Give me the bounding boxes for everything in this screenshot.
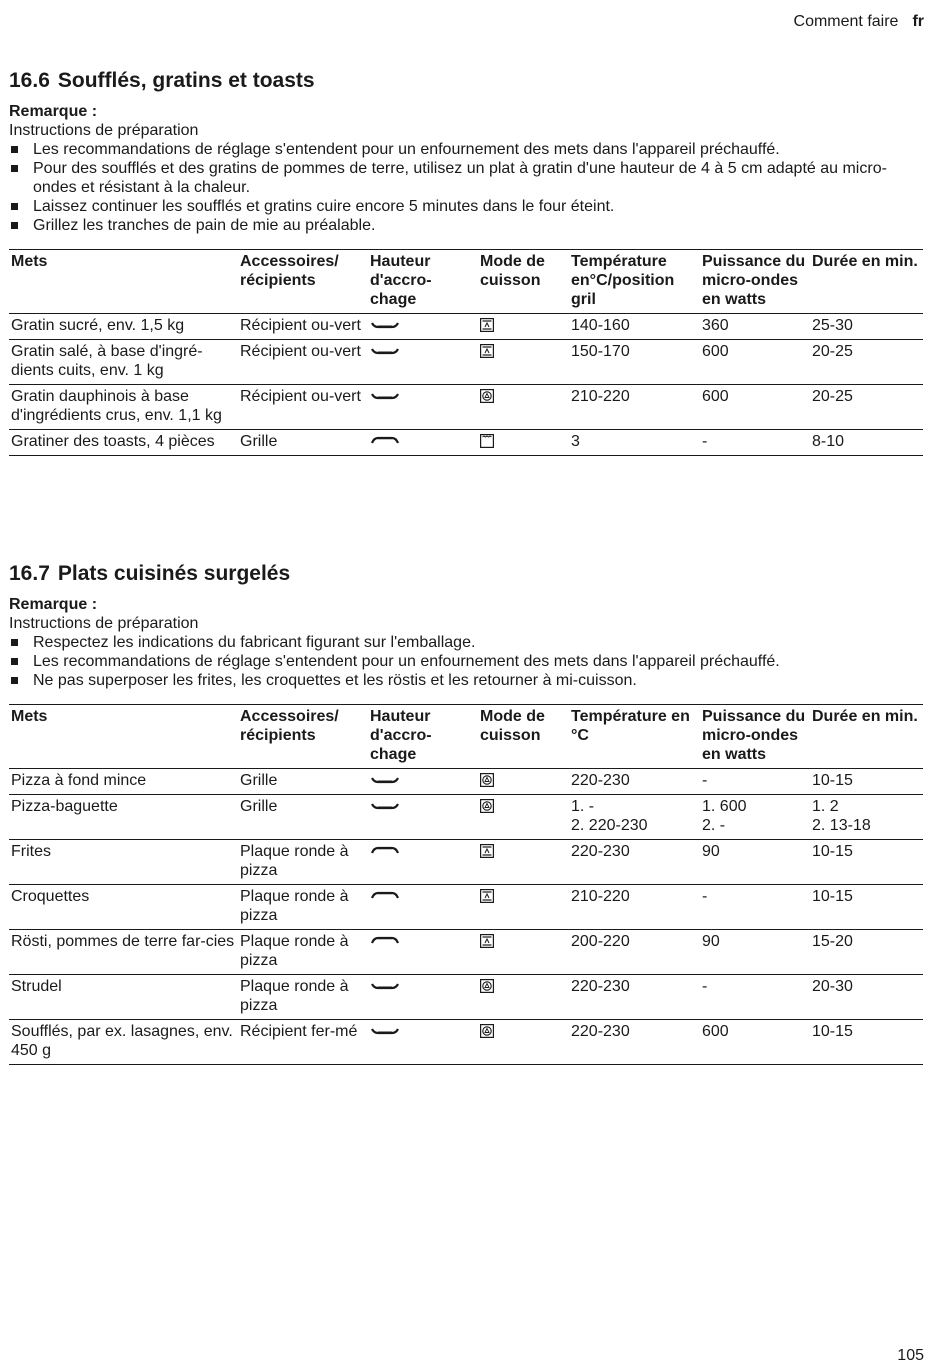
cell-power: 90 [700, 840, 810, 885]
cell-time: 8-10 [810, 430, 923, 456]
section-title-text: Plats cuisinés surgelés [57, 562, 291, 585]
section-number: 16.6 [9, 69, 50, 92]
cell-mets: Gratin dauphinois à base d'ingrédients crus, env. 1,1 kg [9, 385, 238, 430]
cell-accessories: Plaque ronde à pizza [238, 975, 368, 1020]
table-row [9, 430, 923, 456]
cell-mode [478, 795, 569, 840]
hot-air-icon [480, 978, 494, 995]
cell-temperature: 220-230 [569, 1020, 700, 1065]
header-section: Comment faire [793, 13, 899, 30]
cell-level [368, 430, 478, 456]
cell-mets: Pizza à fond mince [9, 769, 238, 795]
grill-icon [480, 433, 494, 450]
cell-level [368, 769, 478, 795]
cell-level [368, 385, 478, 430]
cell-mets: Rösti, pommes de terre far-cies [9, 930, 238, 975]
level-high-icon [370, 888, 400, 905]
cell-accessories: Récipient ou-vert [238, 314, 368, 340]
note-title: Remarque : [9, 103, 98, 120]
cell-accessories: Grille [238, 795, 368, 840]
level-high-icon [370, 933, 400, 950]
notes-list [9, 140, 923, 235]
hot-air-icon [480, 1023, 494, 1040]
cell-mets: Strudel [9, 975, 238, 1020]
section-frozen [9, 561, 923, 1065]
col-header-time: Durée en min. [810, 250, 923, 314]
section-title [9, 68, 923, 94]
cell-mode [478, 930, 569, 975]
level-high-icon [370, 433, 400, 450]
col-header-accessories: Accessoires/ récipients [238, 705, 368, 769]
cell-time: 20-25 [810, 340, 923, 385]
col-header-level: Hauteur d'accro-chage [368, 250, 478, 314]
cell-time: 20-25 [810, 385, 923, 430]
cell-power: 600 [700, 340, 810, 385]
cell-level [368, 885, 478, 930]
cell-accessories: Récipient fer-mé [238, 1020, 368, 1065]
cell-power: - [700, 430, 810, 456]
col-header-accessories: Accessoires/ récipients [238, 250, 368, 314]
col-header-temperature: Température en°C/position gril [569, 250, 700, 314]
cell-temperature: 210-220 [569, 385, 700, 430]
level-low-icon [370, 388, 400, 405]
note-item: Laissez continuer les soufflés et gratins cuire encore 5 minutes dans le four éteint. [9, 197, 923, 216]
cell-power: 600 [700, 385, 810, 430]
cell-time: 20-30 [810, 975, 923, 1020]
cell-power: - [700, 769, 810, 795]
table-row [9, 795, 923, 840]
hot-air-icon [480, 772, 494, 789]
header-lang: fr [912, 13, 924, 30]
settings-table [9, 704, 923, 1065]
cell-time: 10-15 [810, 885, 923, 930]
cell-level [368, 795, 478, 840]
cell-temperature: 3 [569, 430, 700, 456]
cell-temperature: 220-230 [569, 840, 700, 885]
hot-air-icon [480, 798, 494, 815]
table-header-row [9, 250, 923, 314]
level-low-icon [370, 343, 400, 360]
cell-temperature: 200-220 [569, 930, 700, 975]
cell-mode [478, 885, 569, 930]
cell-temperature: 220-230 [569, 769, 700, 795]
cell-temperature: 150-170 [569, 340, 700, 385]
cell-mets: Frites [9, 840, 238, 885]
col-header-power: Puissance du micro-ondes en watts [700, 250, 810, 314]
cell-mode [478, 769, 569, 795]
section-title [9, 561, 923, 587]
cell-mode [478, 840, 569, 885]
cell-time: 10-15 [810, 840, 923, 885]
cell-mode [478, 430, 569, 456]
note-item: Respectez les indications du fabricant figurant sur l'emballage. [9, 633, 923, 652]
col-header-temperature: Température en °C [569, 705, 700, 769]
cell-level [368, 340, 478, 385]
note-item: Pour des soufflés et des gratins de pommes de terre, utilisez un plat à gratin d'une hauteur de 4 à 5 cm adapté au micro-ondes et résistant à la chaleur. [9, 159, 923, 197]
table-row [9, 840, 923, 885]
col-header-mode: Mode de cuisson [478, 705, 569, 769]
cell-mets: Croquettes [9, 885, 238, 930]
note-subtitle: Instructions de préparation [9, 122, 199, 139]
col-header-mode: Mode de cuisson [478, 250, 569, 314]
section-number: 16.7 [9, 562, 50, 585]
col-header-level: Hauteur d'accro-chage [368, 705, 478, 769]
cell-level [368, 314, 478, 340]
notes-list [9, 633, 923, 690]
note-subtitle: Instructions de préparation [9, 615, 199, 632]
cell-temperature: 140-160 [569, 314, 700, 340]
col-header-time: Durée en min. [810, 705, 923, 769]
table-row [9, 314, 923, 340]
table-row [9, 769, 923, 795]
level-low-icon [370, 1023, 400, 1040]
cell-power: 90 [700, 930, 810, 975]
cell-temperature: 210-220 [569, 885, 700, 930]
cell-accessories: Plaque ronde à pizza [238, 840, 368, 885]
cell-level [368, 975, 478, 1020]
table-row [9, 1020, 923, 1065]
cell-mets: Soufflés, par ex. lasagnes, env. 450 g [9, 1020, 238, 1065]
section-souffles [9, 68, 923, 456]
top-bottom-heat-icon [480, 933, 494, 950]
cell-accessories: Plaque ronde à pizza [238, 885, 368, 930]
table-row [9, 385, 923, 430]
cell-mode [478, 975, 569, 1020]
table-row [9, 885, 923, 930]
cell-temperature: 220-230 [569, 975, 700, 1020]
note-item: Grillez les tranches de pain de mie au préalable. [9, 216, 923, 235]
top-bottom-heat-icon [480, 843, 494, 860]
table-row [9, 975, 923, 1020]
col-header-mets: Mets [9, 250, 238, 314]
level-low-icon [370, 317, 400, 334]
cell-power: 600 [700, 1020, 810, 1065]
top-bottom-heat-icon [480, 317, 494, 334]
level-low-icon [370, 772, 400, 789]
settings-table [9, 249, 923, 456]
hot-air-icon [480, 388, 494, 405]
section-title-text: Soufflés, gratins et toasts [57, 69, 315, 92]
table-header-row [9, 705, 923, 769]
cell-time: 10-15 [810, 769, 923, 795]
top-bottom-heat-icon [480, 343, 494, 360]
cell-level [368, 840, 478, 885]
note-item: Ne pas superposer les frites, les croquettes et les röstis et les retourner à mi-cuisson. [9, 671, 923, 690]
cell-temperature: 1. - 2. 220-230 [569, 795, 700, 840]
cell-time: 25-30 [810, 314, 923, 340]
cell-mets: Gratin salé, à base d'ingré-dients cuits, env. 1 kg [9, 340, 238, 385]
cell-accessories: Grille [238, 430, 368, 456]
cell-power: 1. 600 2. - [700, 795, 810, 840]
cell-mode [478, 314, 569, 340]
cell-mets: Gratiner des toasts, 4 pièces [9, 430, 238, 456]
cell-mets: Gratin sucré, env. 1,5 kg [9, 314, 238, 340]
cell-accessories: Récipient ou-vert [238, 340, 368, 385]
table-row [9, 340, 923, 385]
cell-power: - [700, 885, 810, 930]
level-low-icon [370, 978, 400, 995]
cell-mode [478, 1020, 569, 1065]
cell-time: 1. 2 2. 13-18 [810, 795, 923, 840]
cell-power: 360 [700, 314, 810, 340]
note-item: Les recommandations de réglage s'entendent pour un enfournement des mets dans l'appareil préchauffé. [9, 652, 923, 671]
cell-time: 10-15 [810, 1020, 923, 1065]
cell-level [368, 1020, 478, 1065]
cell-accessories: Plaque ronde à pizza [238, 930, 368, 975]
level-high-icon [370, 843, 400, 860]
table-row [9, 930, 923, 975]
cell-accessories: Grille [238, 769, 368, 795]
cell-power: - [700, 975, 810, 1020]
cell-time: 15-20 [810, 930, 923, 975]
cell-accessories: Récipient ou-vert [238, 385, 368, 430]
level-low-icon [370, 798, 400, 815]
col-header-power: Puissance du micro-ondes en watts [700, 705, 810, 769]
cell-level [368, 930, 478, 975]
page-header [794, 12, 924, 31]
note-title: Remarque : [9, 596, 98, 613]
top-bottom-heat-icon [480, 888, 494, 905]
cell-mode [478, 340, 569, 385]
page-number: 105 [897, 1347, 924, 1364]
col-header-mets: Mets [9, 705, 238, 769]
note-item: Les recommandations de réglage s'entendent pour un enfournement des mets dans l'appareil préchauffé. [9, 140, 923, 159]
cell-mode [478, 385, 569, 430]
cell-mets: Pizza-baguette [9, 795, 238, 840]
